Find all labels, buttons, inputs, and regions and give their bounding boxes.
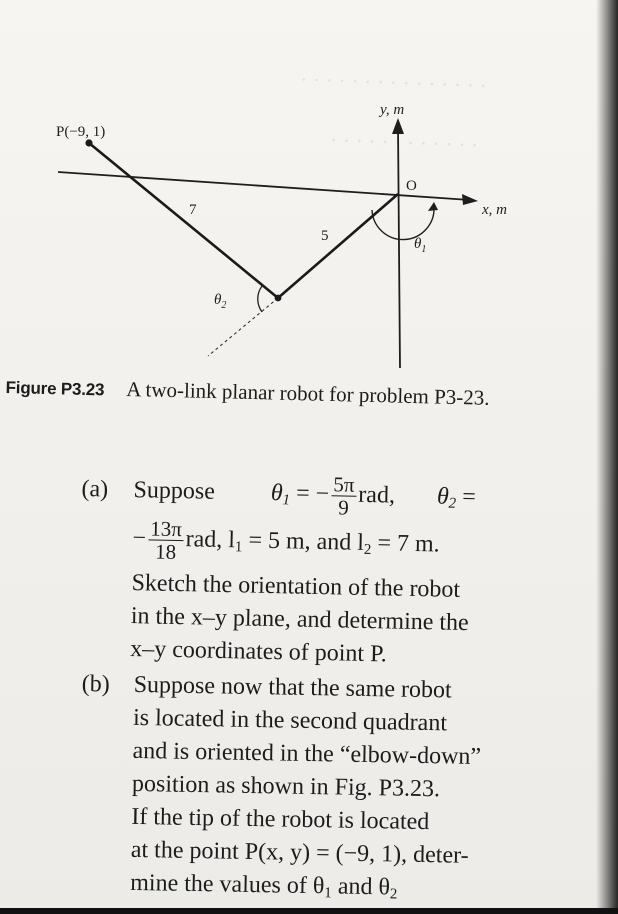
caption-text: A two-link planar robot for problem P3-23. <box>126 376 490 410</box>
theta1-arrowhead <box>428 202 438 211</box>
caption-label: Figure P3.23 <box>5 377 105 400</box>
theta2-equals: = <box>461 483 477 511</box>
theta2-fraction: $\frac{13\pi}{18}$ <box>150 516 183 564</box>
part-b-line-1: (b) Suppose now that the same robot <box>81 668 562 709</box>
suppose-word: Suppose <box>133 477 216 505</box>
part-b-line-7: mine the values of $\theta_1$ and $\theta_2$ <box>130 869 398 903</box>
bleed-through-text: · · · · · · · · · · · · · · · <box>299 66 488 99</box>
theta1-equals: = − <box>295 480 330 508</box>
theta1-fraction: $\frac{5\pi}{9}$ <box>333 472 355 520</box>
theta1-arc <box>372 207 434 240</box>
page-bottom-edge <box>0 908 618 914</box>
theta2-label: $\theta_2$ <box>214 292 227 311</box>
link1-length-label: 5 <box>321 228 329 244</box>
point-p <box>85 139 92 146</box>
theta2-minus: − <box>132 525 147 552</box>
part-a-marker: (a) <box>81 476 109 503</box>
bleed-through-text-2: · · · · · · · · · · · · <box>329 127 479 158</box>
part-a-line-5: x–y coordinates of point P. <box>129 636 388 668</box>
part-b-line-2: is located in the second quadrant <box>132 704 448 737</box>
elbow-joint <box>275 295 282 302</box>
lengths-text: rad, $l_1 = 5$ m, and $l_2 = 7$ m. <box>185 526 440 559</box>
part-a-line-3: Sketch the orientation of the robot <box>131 570 461 603</box>
y-axis-arrowhead <box>392 118 404 134</box>
x-axis-label: x, m <box>482 202 507 218</box>
link2-length-label: 7 <box>189 202 197 218</box>
part-b-line-6: at the point P(x, y) = (−9, 1), deter- <box>130 836 469 869</box>
theta2-symbol: $\theta_2$ <box>436 483 457 512</box>
part-b-marker: (b) <box>81 670 110 698</box>
problem-part-a <box>78 468 562 675</box>
part-b-line-5: If the tip of the robot is located <box>131 803 430 836</box>
robot-figure <box>0 90 618 380</box>
y-axis <box>398 126 400 368</box>
link-1 <box>278 194 398 298</box>
theta1-symbol: $\theta_1$ <box>270 479 291 509</box>
origin-label: O <box>406 178 417 194</box>
page-edge-shadow <box>596 0 618 914</box>
link-2 <box>89 143 278 298</box>
theta1-label: $\theta_1$ <box>414 236 427 255</box>
part-b-line-4: position as shown in Fig. P3.23. <box>131 770 441 803</box>
problem-part-b <box>78 668 562 907</box>
point-p-label: P(−9, 1) <box>56 124 106 140</box>
theta1-unit: rad, <box>358 481 396 509</box>
theta2-arc <box>258 286 262 312</box>
y-axis-label: y, m <box>380 102 405 118</box>
part-b-line-3: and is oriented in the “elbow-down” <box>132 737 482 770</box>
x-axis-arrowhead <box>462 194 478 205</box>
part-a-line-4: in the x–y plane, and determine the <box>130 603 469 637</box>
